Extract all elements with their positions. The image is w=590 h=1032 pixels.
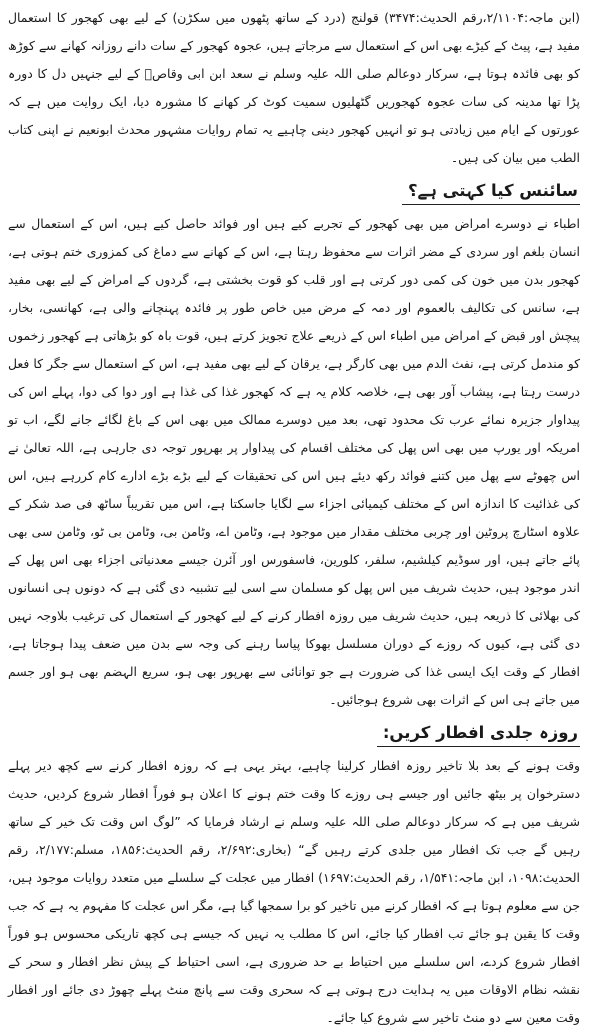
science-paragraph: اطباء نے دوسرے امراض میں بھی کھجور کے تجربے کیے ہیں اور فوائد حاصل کیے ہیں، اس کے استعمال سے انسان بلغم اور سردی کے مضر اثرات سے محفوظ رہتا ہے، اس کے کھانے سے دماغ کی کمزوری ختم ہوتی ہے، کھجور بدن میں خون کی کمی دور کرتی ہے اور قلب کو قوت بخشتی ہے، گردوں کے امراض کے لیے بھی مفید ہے، سانس کی تکالیف بالعموم اور دمہ کے مرض میں خاص طور پر فائدہ پہنچانے والی ہے، کھانسی، بخار، پیچش اور قبض کے امراض میں اطباء اس کے ذریعے علاج تجویز کرتے ہیں، قوت باہ کو بڑھاتی ہے کھجور زخموں کو مندمل کرتی ہے، نفث الدم میں بھی کارگر ہے، یرقان کے لیے بھی مفید ہے، اس کے استعمال سے جگر کا فعل درست رہتا ہے، پیشاب آور بھی ہے، خلاصہ کلام یہ ہے کہ کھجور غذا کی غذا ہے اور دوا کی دوا، پہلے اس کی پیداوار جزیرہ نمائے عرب تک محدود تھی، بعد میں دوسرے ممالک میں بھی اس کے باغ لگائے جانے لگے، اب تو امریکہ اور یورپ میں بھی اس پھل کی مختلف اقسام کی پیداوار پر بھرپور توجہ دی جارہی ہے، اللہ تعالیٰ نے اس چھوٹے سے پھل میں کتنے فوائد رکھ دیئے ہیں اس کی تحقیقات کے لیے بڑے بڑے ادارے کام کررہے ہیں، اس کی غذائیت کا اندازہ اس کے مختلف کیمیائی اجزاء سے لگایا جاسکتا ہے، اس میں تقریباً ساٹھ فی صد شکر کے علاوہ اسٹارچ پروٹین اور چربی مختلف مقدار میں موجود ہے، وٹامن اے، وٹامن بی، وٹامن بی ٹو، وٹامن سی بھی پائے جاتے ہیں، اور سوڈیم کیلشیم، سلفر، کلورین، فاسفورس اور آئرن جیسے معدنیاتی اجزاء بھی اس پھل کے اندر موجود ہیں، حدیث شریف میں اس پھل کو مسلمان سے اسی لیے تشبیہ دی گئی ہے کہ دونوں ہی انسانوں کی بھلائی کا ذریعہ ہیں، حدیث شریف میں روزہ افطار کرنے کے لیے کھجور کے استعمال کی ترغیب بلاوجہ نہیں دی گئی ہے، کیوں کہ روزے کے دوران مسلسل بھوکا پیاسا رہنے کی وجہ سے بدن میں ضعف پیدا ہوجاتا ہے، افطار کے وقت ایک ایسی غذا کی ضرورت ہے جو توانائی سے بھرپور بھی ہو، سریع الہضم بھی ہو اور جسم میں جاتے ہی اس کے اثرات بھی شروع ہوجائیں۔ [8, 216, 580, 707]
science-heading-row [8, 172, 580, 210]
iftar-heading-row [8, 714, 580, 752]
iftar-paragraph: وقت ہونے کے بعد بلا تاخیر روزہ افطار کرلینا چاہیے، بہتر یہی ہے کہ روزہ افطار کرنے سے کچھ دیر پہلے دسترخوان پر بیٹھ جائیں اور جیسے ہی روزے کا وقت ختم ہونے کا اعلان ہو فوراً افطار شروع کردیں، حدیث شریف میں ہے کہ سرکار دوعالم صلی اللہ علیہ وسلم نے ارشاد فرمایا کہ ”لوگ اس وقت تک خیر کے ساتھ رہیں گے جب تک افطار میں جلدی کرتے رہیں گے“ (بخاری:۲/۶۹۲، رقم الحدیث:۱۸۵۶، مسلم:۲/۱۷۷، رقم الحدیث:۱۰۹۸، ابن ماجہ:۱/۵۴۱، رقم الحدیث:۱۶۹۷) افطار میں عجلت کے سلسلے میں متعدد روایات موجود ہیں، جن سے معلوم ہوتا ہے کہ افطار کرنے میں تاخیر کو برا سمجھا گیا ہے، مگر اس عجلت کا مفہوم یہ ہے کہ جب وقت کا یقین ہو جائے تب افطار کیا جائے، اس کا مطلب یہ نہیں کہ جیسے ہی کچھ تاریکی محسوس ہو فوراً افطار شروع کردے، اس سلسلے میں احتیاط بے حد ضروری ہے، اسی احتیاط کے پیش نظر افطار و سحر کے نقشہ نظام الاوقات میں یہ ہدایت درج ہوتی ہے کہ سحری وقت سے پانچ منٹ پہلے چھوڑ دی جائے اور افطار وقت معین سے دو منٹ تاخیر سے شروع کیا جائے۔ [8, 758, 580, 1025]
intro-paragraph: (ابن ماجہ:۲/۱۱۰۴،رقم الحدیث:۳۴۷۴) قولنج (درد کے ساتھ پٹھوں میں سکڑن) کے لیے بھی کھجور کا استعمال مفید ہے، پیٹ کے کیڑے بھی اس کے استعمال سے مرجاتے ہیں، عجوہ کھجور کے سات دانے روزانہ کھانے سے کوڑھ کو بھی فائدہ ہوتا ہے، سرکار دوعالم صلی اللہ علیہ وسلم نے سعد ابن ابی وقاصؓ کے لیے جنہیں دل کا دورہ پڑا تھا مدینہ کی سات عجوہ کھجوریں گٹھلیوں سمیت کوٹ کر کھانے کا مشورہ دیا، ایک روایت میں ہے کہ عورتوں کے ایام میں زیادتی ہو تو انہیں کھجور دینی چاہیے یہ تمام روایات مشہور محدث ابونعیم نے اپنی کتاب الطب میں بیان کی ہیں۔ [8, 10, 580, 165]
section-heading-iftar: روزہ جلدی افطار کریں: [377, 720, 580, 747]
section-heading-science: سائنس کیا کہتی ہے؟ [402, 178, 580, 205]
